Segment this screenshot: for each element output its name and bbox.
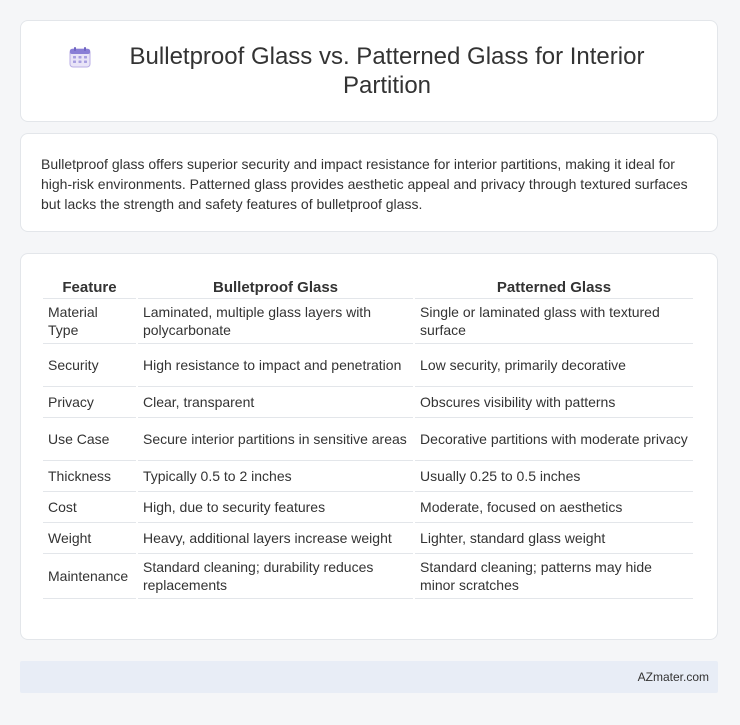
footer [20, 661, 718, 693]
intro-text: Bulletproof glass offers superior security and impact resistance for interior partitions, making it ideal for high-risk environments. Patterned glass provides aesthetic appeal and privacy through textured surfaces but lacks the strength and safety features of bulletproof glass. [41, 156, 688, 212]
column-header-patterned: Patterned Glass [415, 276, 693, 299]
title-wrap [69, 42, 669, 100]
table-row [43, 523, 693, 554]
feature-cell: Cost [43, 492, 136, 523]
calendar-icon [69, 46, 91, 68]
feature-cell: Security [43, 344, 136, 387]
bulletproof-cell: Standard cleaning; durability reduces replacements [138, 554, 413, 599]
table-row [43, 554, 693, 599]
table-row [43, 418, 693, 461]
patterned-cell: Low security, primarily decorative [415, 344, 693, 387]
patterned-cell: Decorative partitions with moderate privacy [415, 418, 693, 461]
table-row [43, 492, 693, 523]
title-card [20, 20, 718, 122]
table-row [43, 387, 693, 418]
table-row [43, 461, 693, 492]
bulletproof-cell: Laminated, multiple glass layers with polycarbonate [138, 299, 413, 344]
intro-card [20, 133, 718, 232]
page-title: Bulletproof Glass vs. Patterned Glass for Interior Partition [129, 43, 645, 99]
feature-cell: Weight [43, 523, 136, 554]
patterned-cell: Moderate, focused on aesthetics [415, 492, 693, 523]
bulletproof-cell: High, due to security features [138, 492, 413, 523]
bulletproof-cell: Heavy, additional layers increase weight [138, 523, 413, 554]
feature-cell: Thickness [43, 461, 136, 492]
bulletproof-cell: Typically 0.5 to 2 inches [138, 461, 413, 492]
patterned-cell: Lighter, standard glass weight [415, 523, 693, 554]
table-card [20, 253, 718, 640]
patterned-cell: Single or laminated glass with textured surface [415, 299, 693, 344]
comparison-table [41, 276, 695, 599]
feature-cell: Privacy [43, 387, 136, 418]
feature-cell: Use Case [43, 418, 136, 461]
patterned-cell: Obscures visibility with patterns [415, 387, 693, 418]
table-row [43, 299, 693, 344]
bulletproof-cell: Clear, transparent [138, 387, 413, 418]
table-row [43, 344, 693, 387]
table-header-row [43, 276, 693, 299]
bulletproof-cell: High resistance to impact and penetration [138, 344, 413, 387]
column-header-bulletproof: Bulletproof Glass [138, 276, 413, 299]
feature-cell: Maintenance [43, 554, 136, 599]
patterned-cell: Usually 0.25 to 0.5 inches [415, 461, 693, 492]
patterned-cell: Standard cleaning; patterns may hide minor scratches [415, 554, 693, 599]
bulletproof-cell: Secure interior partitions in sensitive areas [138, 418, 413, 461]
column-header-feature: Feature [43, 276, 136, 299]
footer-site[interactable]: AZmater.com [637, 670, 709, 684]
feature-cell: Material Type [43, 299, 136, 344]
